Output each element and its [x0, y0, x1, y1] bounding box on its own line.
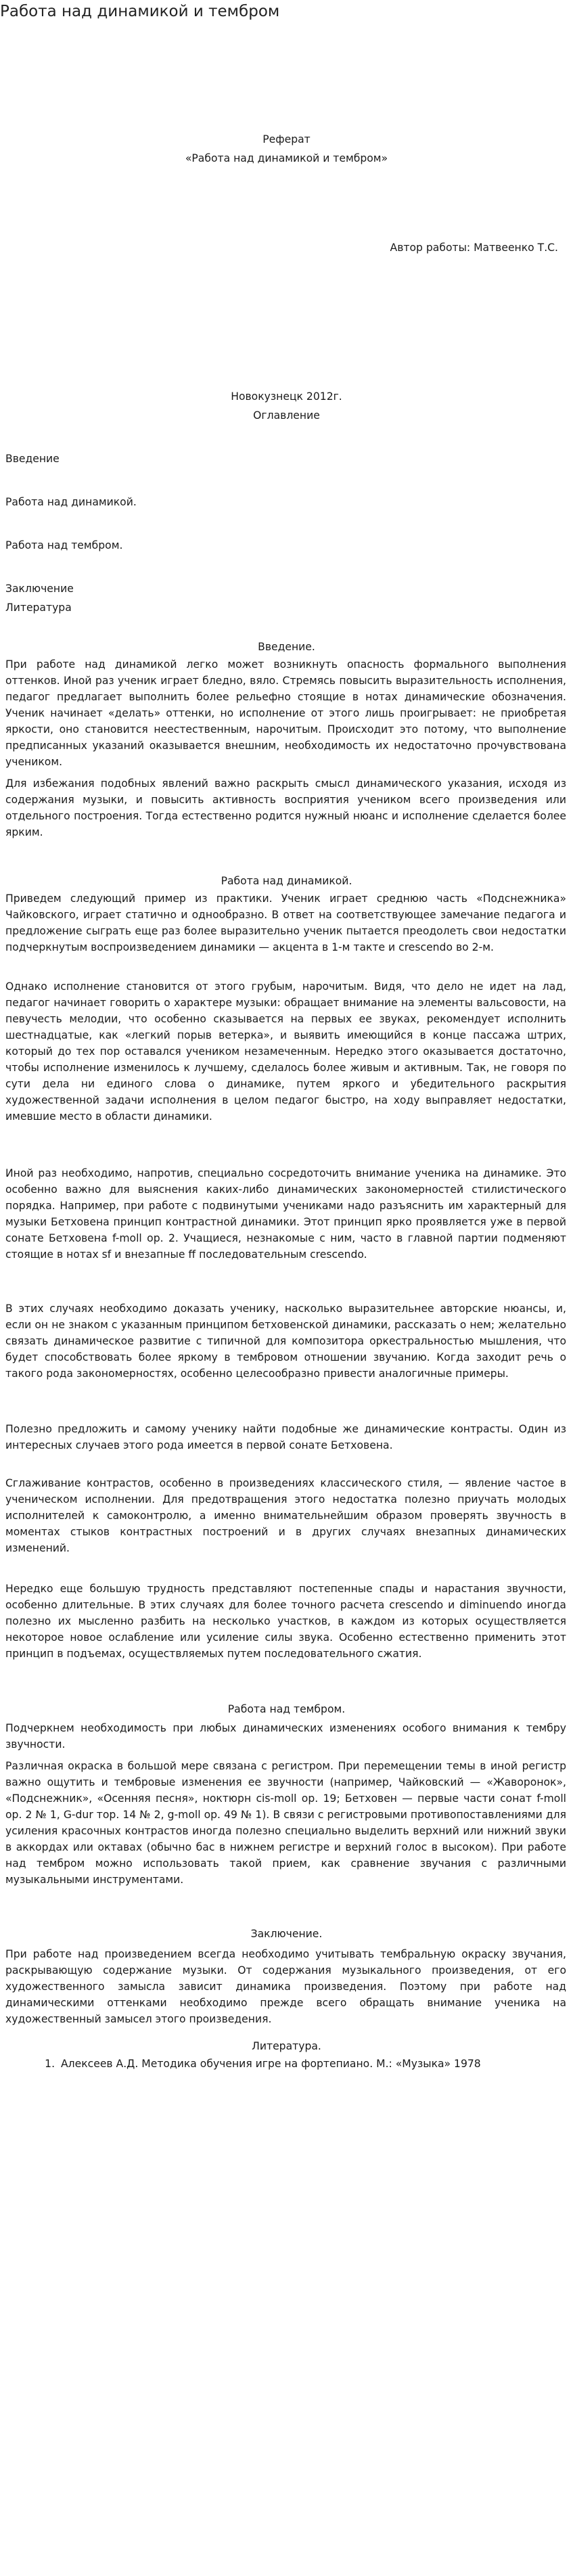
dynamics-heading: Работа над динамикой. — [221, 875, 352, 887]
toc-item-dynamics: Работа над динамикой. — [5, 496, 137, 508]
intro-paragraph-1: При работе над динамикой легко может возникнуть опасность формального выполнения оттенков. Иной раз ученик играет бледно, вяло. Стремясь повысить выразительность исполнения, педагог предлагает выполнить более рельефно стоящие в нотах динамические обозначения. Ученик начинает «делать» оттенки, но исполнение от этого лишь проигрывает: не приобретая яркости, оно становится неестественным, нарочитым. Происходит это потому, что выполнение предписанных указаний оказывается внешним, необходимость их недостаточно прочувствована учеником. — [5, 658, 566, 768]
intro-heading: Введение. — [258, 641, 315, 653]
page-title: Работа над динамикой и тембром — [0, 3, 280, 20]
literature-heading: Литература. — [252, 2040, 321, 2052]
literature-item: 1. Алексеев А.Д. Методика обучения игре на фортепиано. М.: «Музыка» 1978 — [58, 2056, 566, 2072]
dynamics-paragraph-7: Нередко еще большую трудность представляют постепенные спады и нарастания звучности, особенно длительные. В этих случаях для более точного расчета crescendo и diminuendo иногда полезно их мысленно разбить на несколько участков, в каждом из которых осуществляется некоторое новое ослабление или усиление силы звука. Особенно естественно применить этот принцип в подъемах, осуществляемых путем последовательного сжатия. — [5, 1583, 566, 1660]
conclusion-heading: Заключение. — [250, 1928, 323, 1940]
timbre-heading: Работа над тембром. — [227, 1703, 346, 1715]
toc-item-literature: Литература — [5, 602, 72, 614]
timbre-paragraph-1: Подчеркнем необходимость при любых динамических изменениях особого внимания к тембру звучности. — [5, 1722, 566, 1750]
intro-paragraph-2: Для избежания подобных явлений важно раскрыть смысл динамического указания, исходя из содержания музыки, и повысить активность восприятия учеником всего произведения или отдельного построения. Тогда естественно родится нужный нюанс и исполнение сделается более ярким. — [5, 777, 566, 838]
literature-list — [5, 2056, 566, 2072]
toc-item-conclusion: Заключение — [5, 583, 74, 595]
cover-author: Автор работы: Матвеенко Т.С. — [390, 242, 558, 254]
conclusion-paragraph-1: При работе над произведением всегда необходимо учитывать тембральную окраску звучания, раскрывающую содержание музыки. От содержания музыкального произведения, от его художественного замысла зависит динамика произведения. Поэтому при работе над динамическими оттенками необходимо прежде всего обращать внимание ученика на художественный замысел этого произведения. — [5, 1948, 566, 2025]
cover-topic: «Работа над динамикой и тембром» — [185, 152, 388, 164]
toc-item-timbre: Работа над тембром. — [5, 539, 123, 551]
dynamics-paragraph-5: Полезно предложить и самому ученику найти подобные же динамические контрасты. Один из интересных случаев этого рода имеется в первой сонате Бетховена. — [5, 1423, 566, 1451]
dynamics-paragraph-3: Иной раз необходимо, напротив, специально сосредоточить внимание ученика на динамике. Это особенно важно для выяснения каких-либо динамических закономерностей стилистического порядка. Например, при работе с подвинутыми учениками надо разъяснить им характерный для музыки Бетховена принцип контрастной динамики. Этот принцип ярко проявляется уже в первой сонате Бетховена f-moll ор. 2. Учащиеся, незнакомые с ним, часто в главной партии подменяют стоящие в нотах sf и внезапные ff последовательным crescendo. — [5, 1167, 566, 1261]
cover-genre: Реферат — [262, 133, 311, 145]
dynamics-paragraph-1: Приведем следующий пример из практики. Ученик играет среднюю часть «Подснежника» Чайковского, играет статично и однообразно. В ответ на соответствующее замечание педагога и предложение сыграть еще раз более выразительно ученик пытается преодолеть свои недостатки подчеркнутым воспроизведением динамики — акцента в 1-м такте и crescendo во 2-м. — [5, 892, 566, 953]
dynamics-paragraph-2: Однако исполнение становится от этого грубым, нарочитым. Видя, что дело не идет на лад, педагог начинает говорить о характере музыки: обращает внимание на элементы вальсовости, на певучесть мелодии, что особенно сказывается на первых ее звуках, рекомендует исполнить шестнадцатые, как «легкий порыв ветерка», и выявить имеющийся в конце пассажа штрих, который до тех пор оставался учеником незамеченным. Нередко этого оказывается достаточно, чтобы исполнение изменилось к лучшему, сделалось более живым и активным. Так, не говоря по сути дела ни единого слова о динамике, путем яркого и убедительного раскрытия художественной задачи исполнения в целом педагог быстро, на ходу выправляет недостатки, имевшие место в области динамики. — [5, 980, 566, 1123]
timbre-paragraph-2: Различная окраска в большой мере связана с регистром. При перемещении темы в иной регистр важно ощутить и тембровые изменения ее звучности (например, Чайковский — «Жаворонок», «Подснежник», «Осенняя песня», ноктюрн cis-moll ор. 19; Бетховен — первые части сонат f-moll ор. 2 № 1, G-dur тор. 14 № 2, g-moll ор. 49 № 1). В связи с регистровыми противопоставлениями для усиления красочных контрастов иногда полезно специально выделить верхний или нижний звуки в аккордах или октавах (обычно бас в нижнем регистре и верхний голос в высоком). При работе над тембром можно использовать такой прием, как сравнение звучания с различными музыкальными инструментами. — [5, 1760, 566, 1886]
toc-item-intro: Введение — [5, 453, 60, 465]
dynamics-paragraph-6: Сглаживание контрастов, особенно в произведениях классического стиля, — явление частое в ученическом исполнении. Для предотвращения этого недостатка полезно приучать молодых исполнителей к самоконтролю, а именно внимательнейшим образом проверять звучность в моментах стыков контрастных построений и в других случаях внезапных динамических изменений. — [5, 1477, 566, 1554]
toc-title: Оглавление — [253, 409, 320, 422]
cover-city-year: Новокузнецк 2012г. — [231, 390, 342, 403]
dynamics-paragraph-4: В этих случаях необходимо доказать ученику, насколько выразительнее авторские нюансы, и, если он не знаком с указанным принципом бетховенской динамики, рассказать о нем; желательно связать динамическое развитие с типичной для композитора оркестральностью мышления, что будет способствовать более яркому в тембровом отношении звучанию. Когда заходит речь о такого рода закономерностях, особенно целесообразно привести аналогичные примеры. — [5, 1303, 566, 1380]
